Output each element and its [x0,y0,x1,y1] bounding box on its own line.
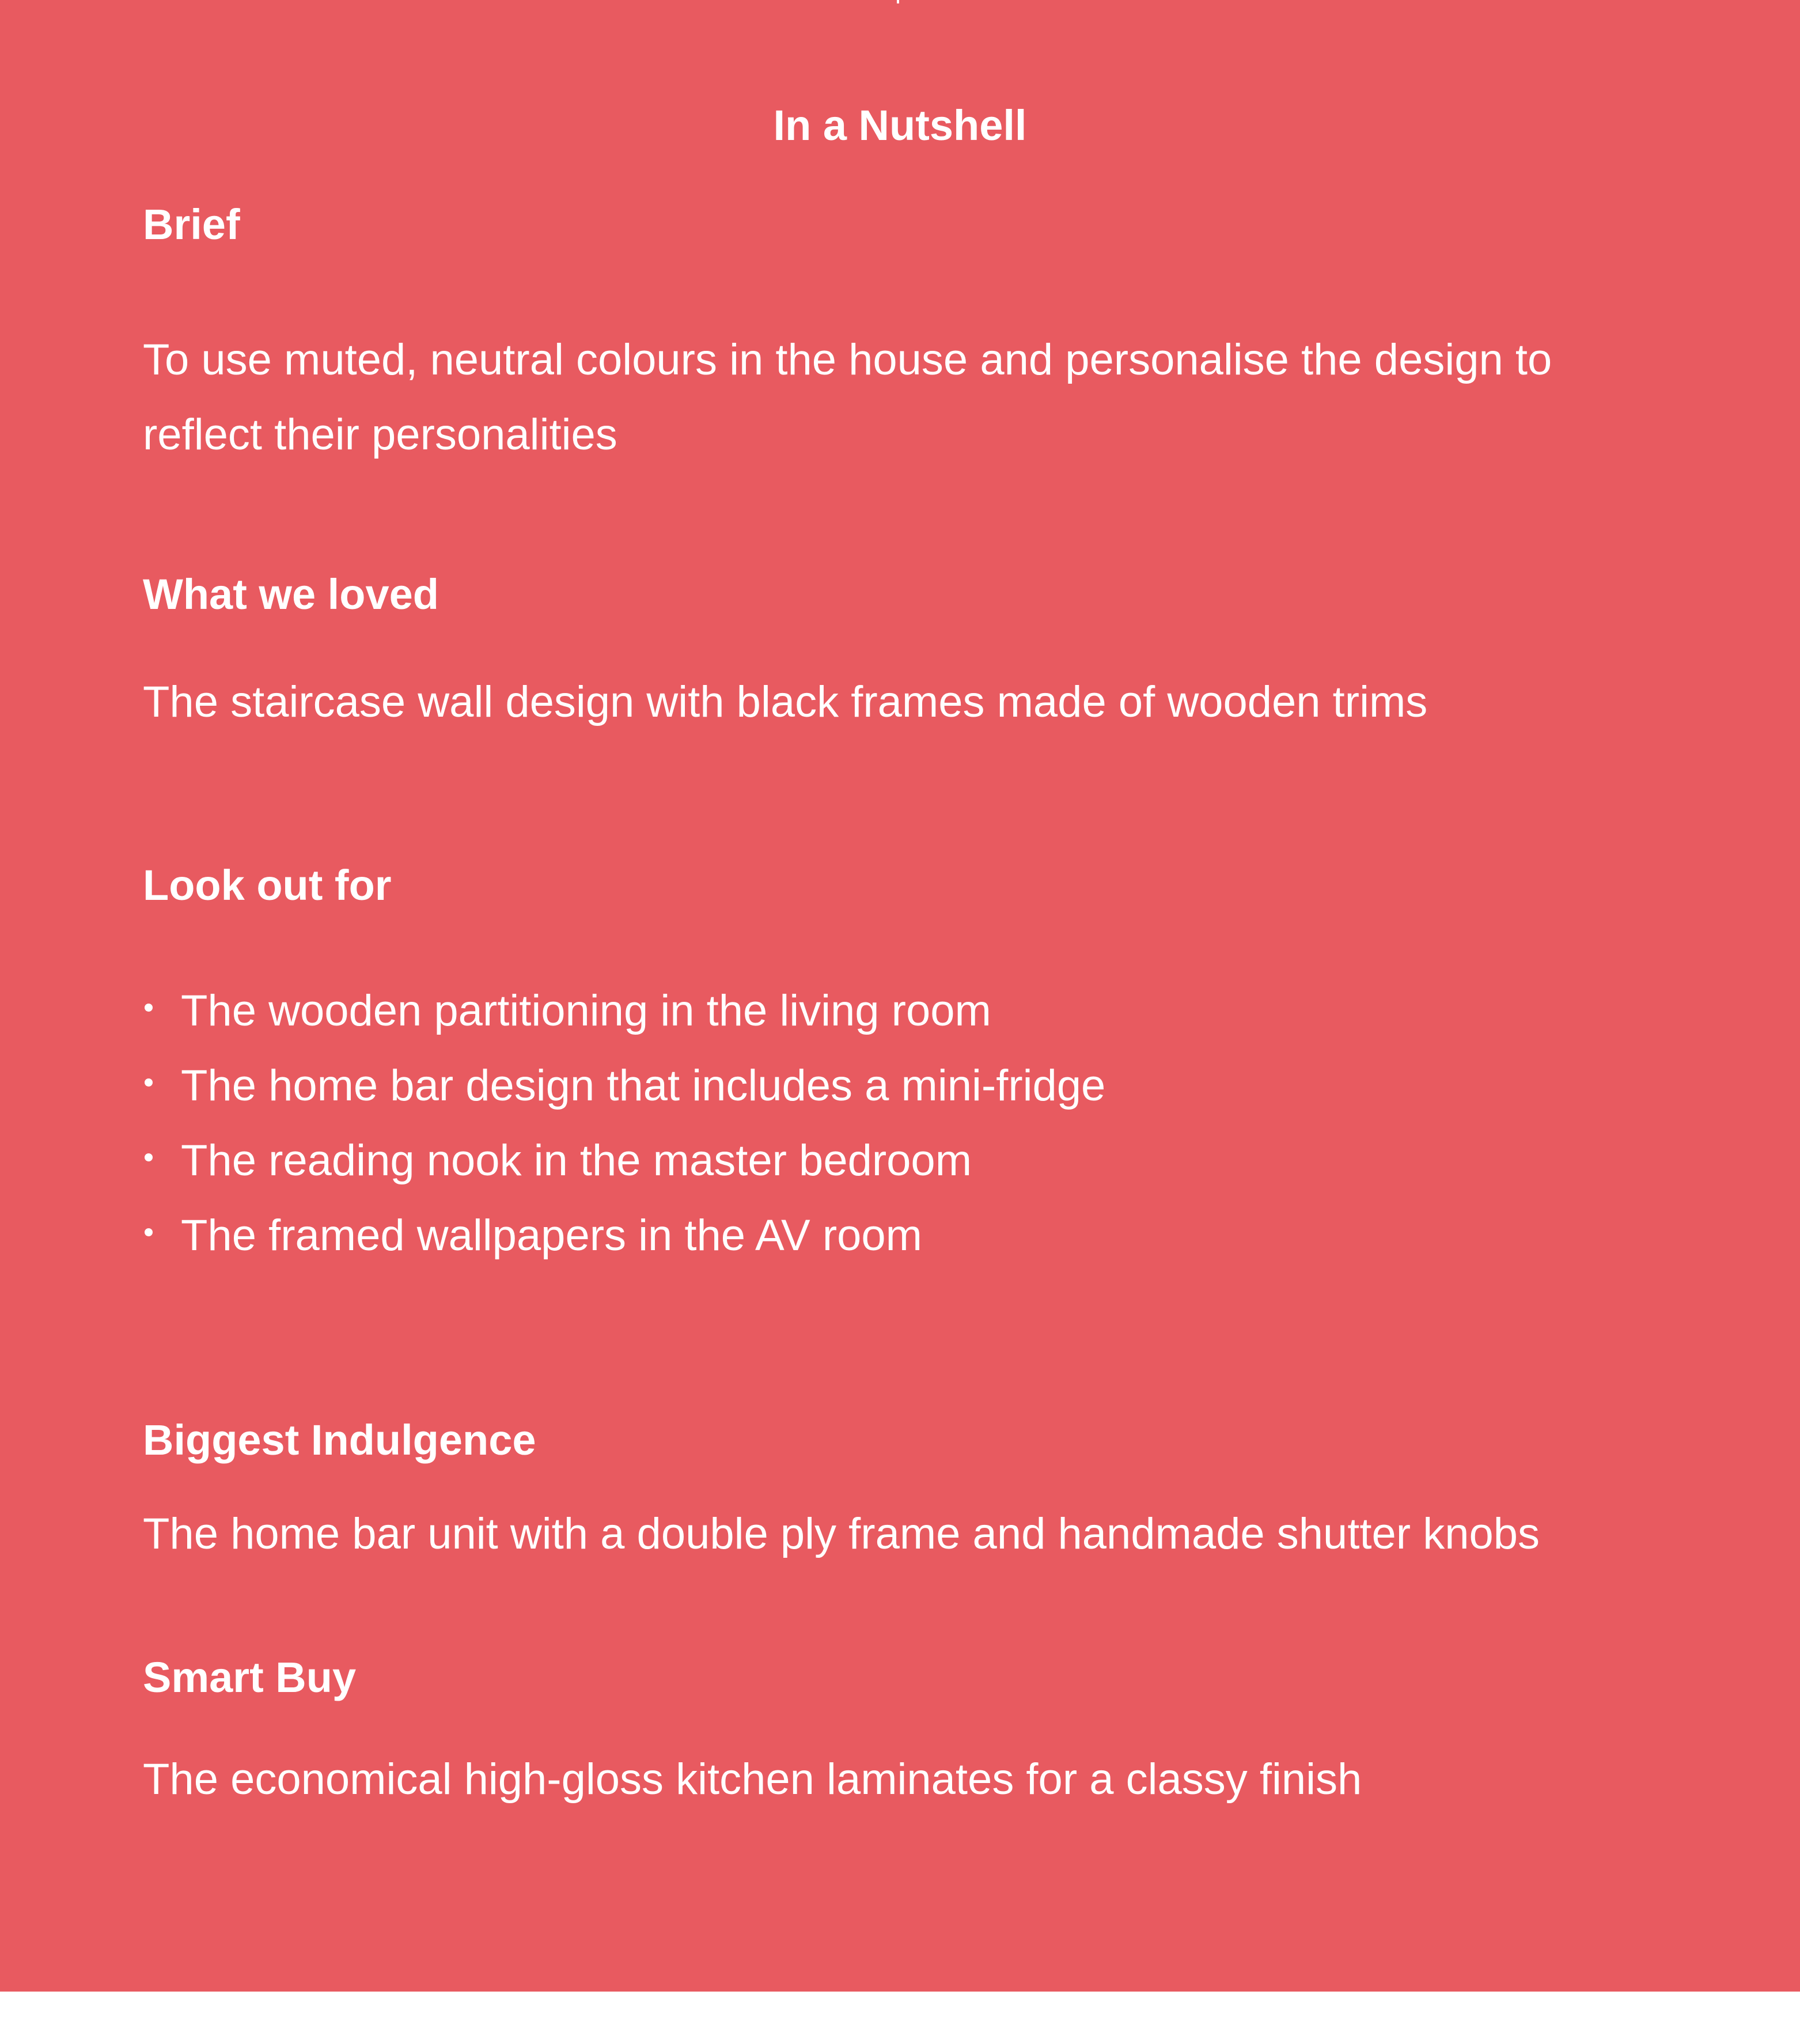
list-item-text: The framed wallpapers in the AV room [181,1211,922,1260]
brief-heading: Brief [143,200,240,248]
indulgence-heading: Biggest Indulgence [143,1416,536,1464]
bullet-icon [145,1153,153,1161]
list-item-text: The wooden partitioning in the living room [181,986,991,1035]
section-title: In a Nutshell [773,101,1027,149]
smartbuy-text: The economical high-gloss kitchen laminates for a classy finish [143,1755,1362,1804]
list-item [143,1198,1105,1273]
top-divider-mark [897,0,899,3]
smartbuy-heading: Smart Buy [143,1653,357,1701]
list-item-text: The home bar design that includes a mini-fridge [181,1061,1106,1110]
list-item [143,1123,1105,1198]
brief-text: To use muted, neutral colours in the house and personalise the design to reflect their personalities [143,335,1552,459]
list-item-text: The reading nook in the master bedroom [181,1136,972,1185]
bullet-icon [145,1078,153,1087]
list-item [143,974,1105,1049]
indulgence-text: The home bar unit with a double ply frame and handmade shutter knobs [143,1509,1540,1558]
loved-text: The staircase wall design with black frames made of wooden trims [143,677,1428,726]
lookout-heading: Look out for [143,861,392,909]
bullet-icon [145,1228,153,1236]
lookout-list [143,974,1105,1273]
bullet-icon [145,1004,153,1012]
list-item [143,1049,1105,1123]
loved-heading: What we loved [143,570,439,618]
